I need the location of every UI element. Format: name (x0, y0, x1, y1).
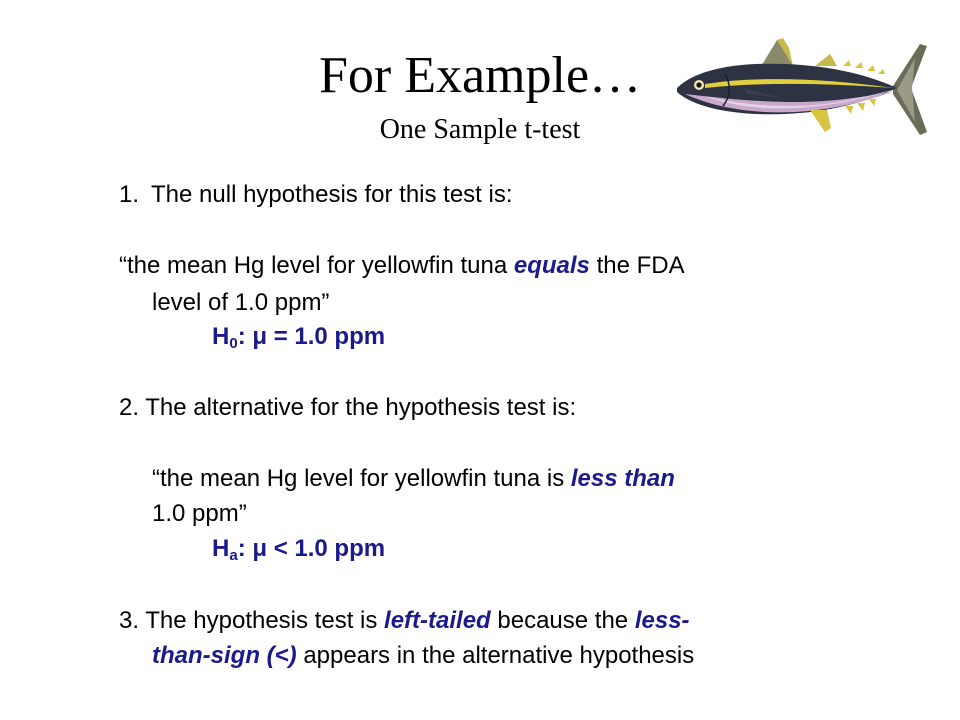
item-3-emphasis-less: less- (634, 607, 690, 634)
item-1 (119, 183, 513, 207)
slide-subtitle: One Sample t-test (379, 114, 581, 145)
null-quote-emphasis: equals (513, 252, 590, 279)
null-quote-line-1 (119, 254, 685, 278)
item-3-emphasis-tailed: left-tailed (384, 607, 491, 634)
item-3-text-mid: because the (490, 607, 635, 634)
alt-quote-line-1 (152, 467, 675, 491)
item-1-text: The null hypothesis for this test is: (151, 181, 513, 208)
ha-letter: H (212, 535, 230, 562)
alt-quote-text: “the mean Hg level for yellowfin tuna is (152, 465, 571, 492)
item-3-emphasis-sign: than-sign (<) (152, 642, 297, 669)
ha-subscript: a (229, 547, 238, 564)
ha-statement: : μ < 1.0 ppm (237, 535, 386, 562)
item-3-text-end: appears in the alternative hypothesis (296, 642, 695, 669)
h0-subscript: 0 (229, 335, 238, 352)
null-quote-text: “the mean Hg level for yellowfin tuna (119, 252, 514, 279)
alternative-hypothesis (212, 535, 386, 564)
h0-letter: H (212, 323, 230, 350)
item-2: 2. The alternative for the hypothesis test is: (119, 394, 577, 421)
null-hypothesis (212, 323, 386, 352)
item-1-number: 1. (119, 181, 140, 208)
alt-quote-line-2: 1.0 ppm” (152, 500, 247, 527)
slide-title: For Example… (318, 47, 642, 104)
alt-quote-emphasis: less than (570, 465, 675, 492)
h0-statement: : μ = 1.0 ppm (237, 323, 386, 350)
item-3-line-1 (119, 609, 690, 633)
null-quote-text-end: the FDA (589, 252, 685, 279)
item-3-text: 3. The hypothesis test is (119, 607, 385, 634)
null-quote-line-2: level of 1.0 ppm” (152, 289, 330, 316)
item-3-line-2 (152, 644, 694, 668)
